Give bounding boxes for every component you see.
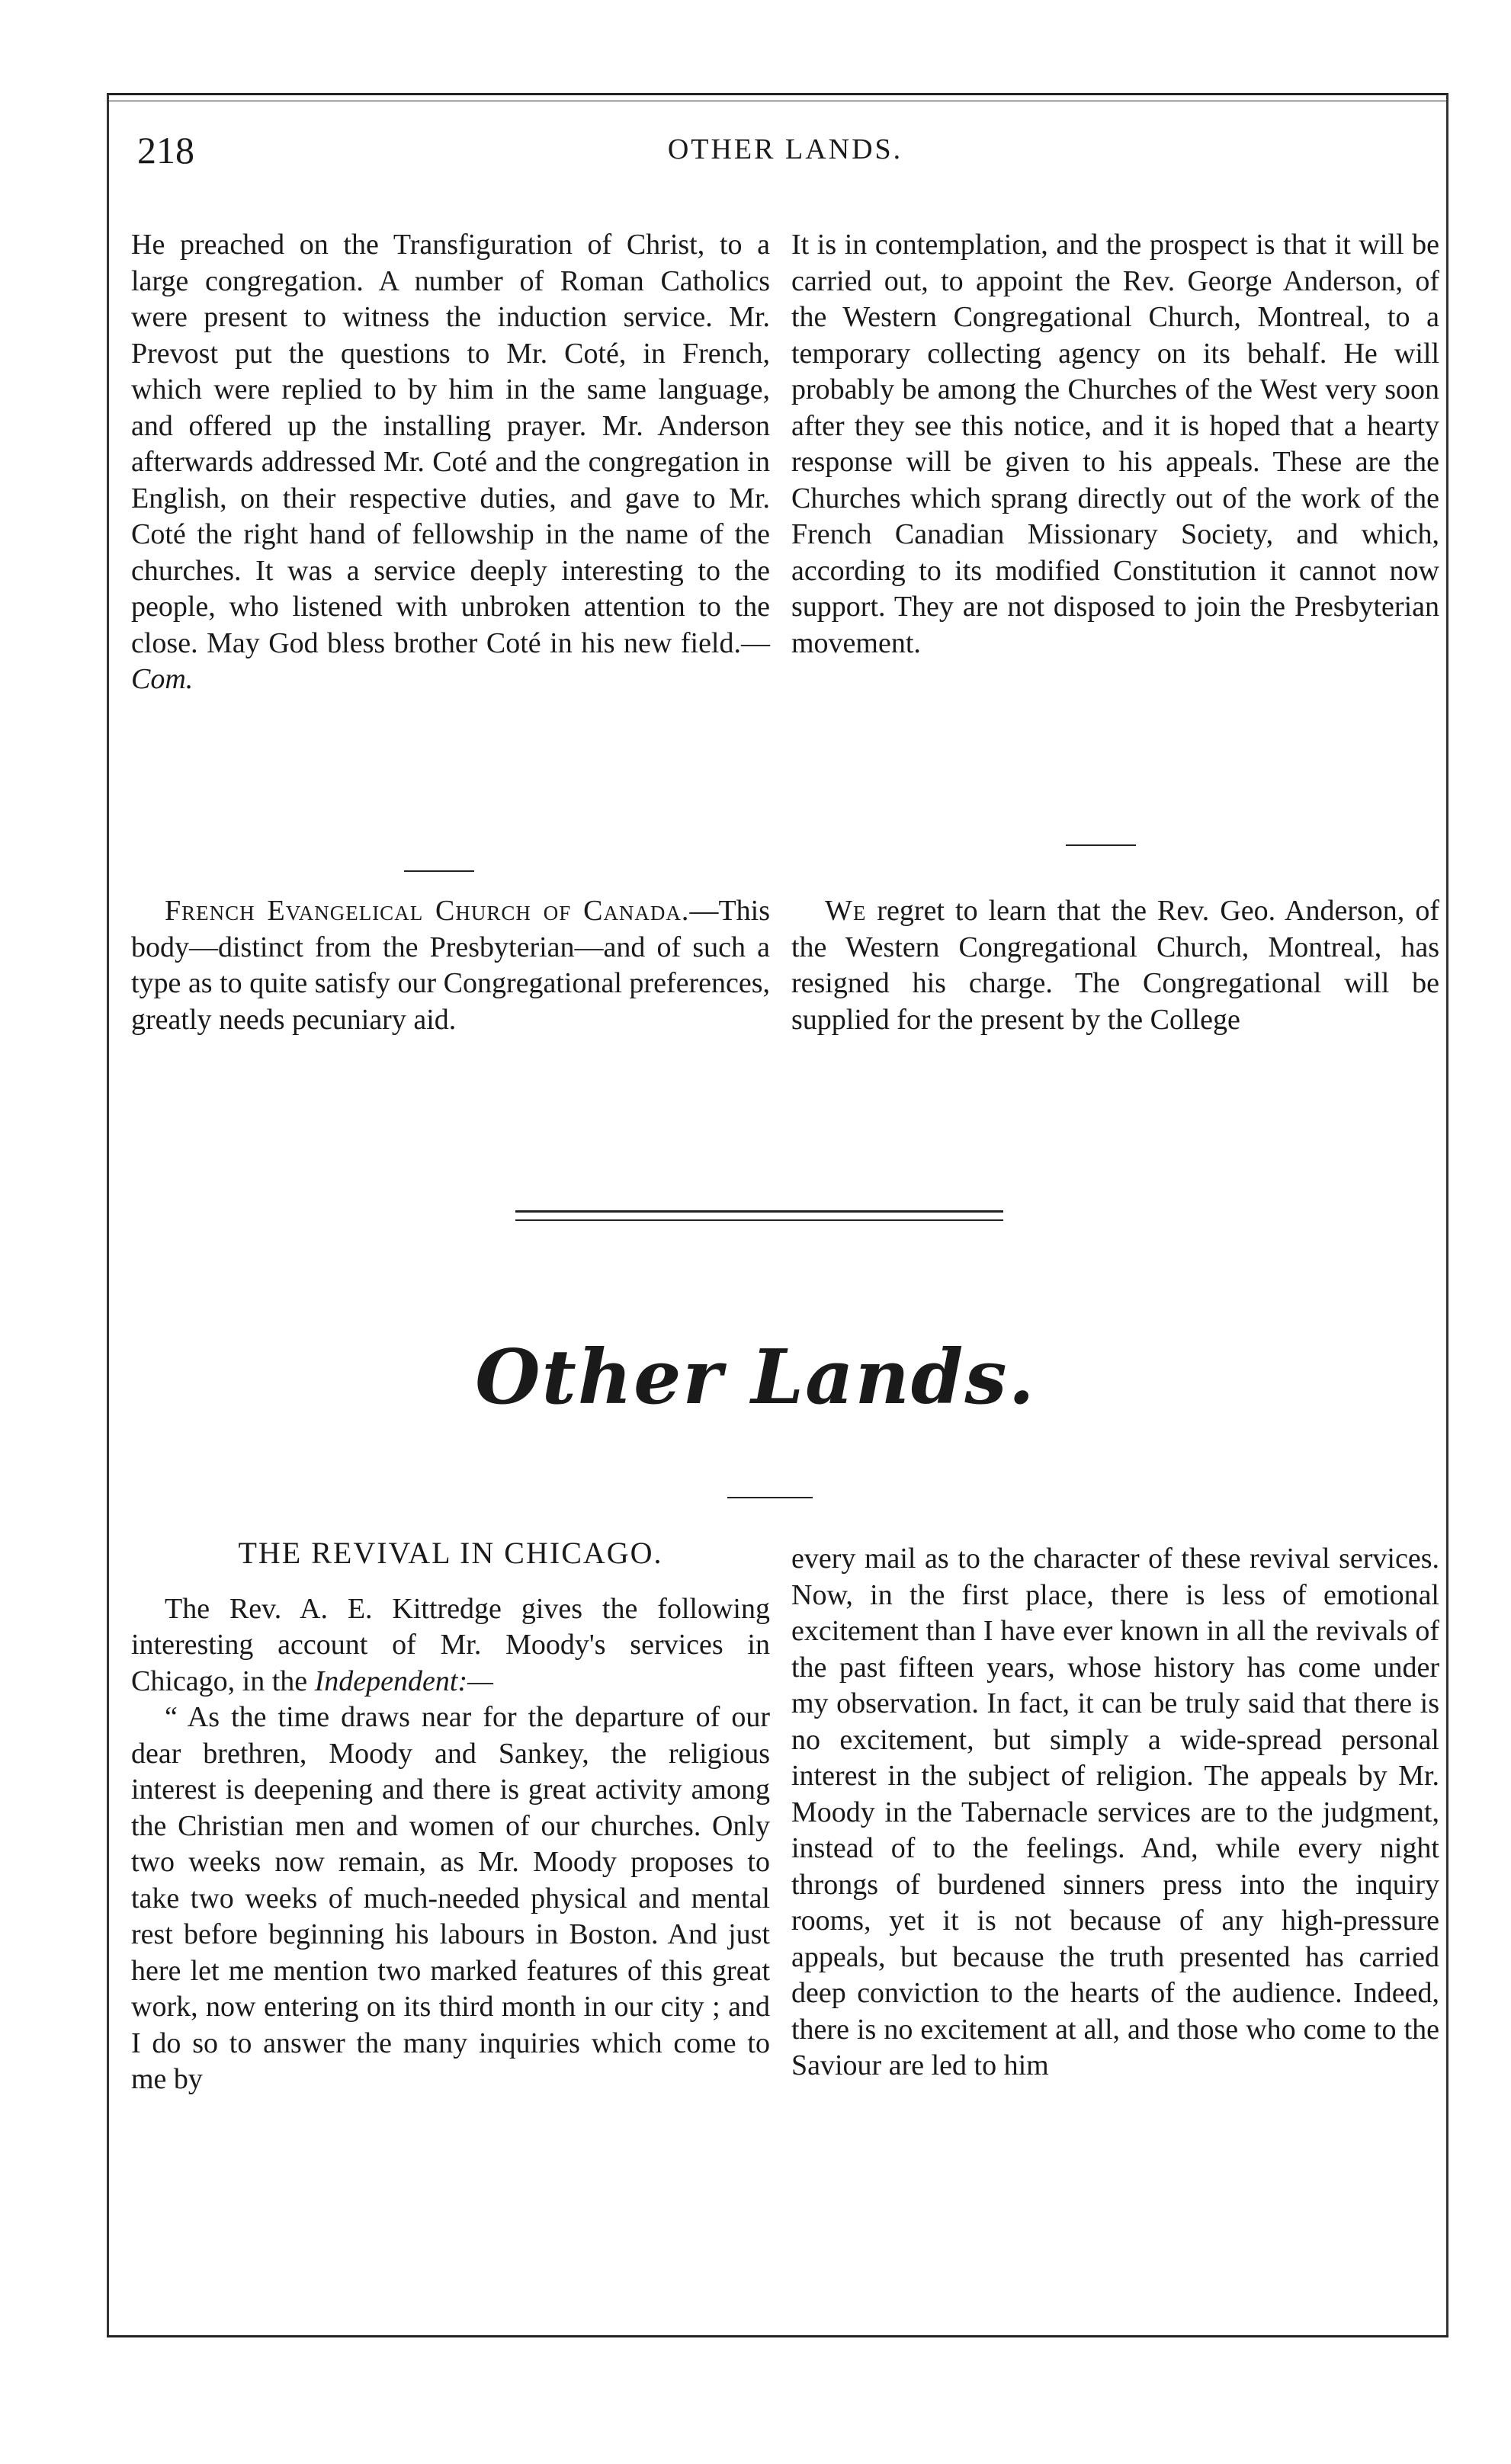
- page-number: 218: [137, 129, 194, 171]
- right-separator: [1066, 844, 1136, 846]
- intro-text: The Rev. A. E. Kittredge gives the following interesting account of Mr. Moody's services in Chicago, in the: [131, 1592, 770, 1697]
- resignation-lead: We: [825, 895, 867, 927]
- induction-text: He preached on the Transfiguration of Christ, to a large congregation. A number of Roman Catholics were present to witness the induction service. Mr. Prevost put the questions to Mr. Coté, in French, which were replied to by him in the same language, and offered up the installing prayer. Mr. Anderson afterwards addressed Mr. Coté and the congregation in English, on their respective duties, and gave to Mr. Coté the right hand of fellowship in the name of the churches. It was a service deeply interesting to the people, who listened with unbroken attention to the close. May God bless brother Coté in his new field.—: [131, 229, 770, 659]
- top-border-rule: [107, 93, 1448, 95]
- right-margin-rule: [1446, 95, 1448, 2335]
- article-quote-paragraph: “ As the time draws near for the departure of our dear brethren, Moody and Sankey, the religious interest is deepening and there is great activity among the Christian men and women of our churches. Only two weeks now remain, as Mr. Moody proposes to take two weeks of much-needed physical and mental rest before beginning his labours in Boston. And just here let me mention two marked features of this great work, now entering on its third month in our city ; and I do so to answer the many inquiries which come to me by: [131, 1701, 770, 2095]
- section-double-rule-bottom: [515, 1219, 1003, 1221]
- running-head: OTHER LANDS.: [667, 133, 903, 165]
- second-left-column: [131, 893, 770, 1038]
- article-left-column: [131, 1535, 770, 2098]
- left-margin-rule: [107, 95, 109, 2335]
- french-church-paragraph: [131, 893, 770, 1038]
- section-title: Other Lands.: [475, 1334, 1036, 1421]
- article-intro-paragraph: [131, 1591, 770, 1700]
- article-right-column: [791, 1541, 1439, 2084]
- article-heading: THE REVIVAL IN CHICAGO.: [238, 1536, 663, 1570]
- resignation-text: regret to learn that the Rev. Geo. Anderson, of the Western Congregational Church, Montreal, has resigned his charge. The Congregational will be supplied for the present by the College: [791, 895, 1439, 1036]
- french-church-heading: French Evangelical Church of Canada.: [165, 895, 690, 927]
- intro-italic: Independent: [314, 1665, 458, 1697]
- title-underline: [727, 1497, 813, 1498]
- section-double-rule-top: [515, 1210, 1003, 1213]
- article-right-paragraph: every mail as to the character of these revival services. Now, in the first place, there is less of emotional excitement than I have ever known in all the revivals of the past fifteen years, whose history has come under my observation. In fact, it can be truly said that there is no excitement, but simply a wide-spread personal interest in the subject of religion. The appeals by Mr. Moody in the Tabernacle services are to the judgment, instead of to the feelings. And, while every night throngs of burdened sinners press into the inquiry rooms, yet it is not because of any high-pressure appeals, but because the truth presented has carried deep conviction to the hearts of the audience. Indeed, there is no excitement at all, and those who come to the Saviour are led to him: [791, 1543, 1439, 2081]
- induction-paragraph: [131, 227, 770, 698]
- page-header: [122, 128, 1448, 181]
- resignation-paragraph: [791, 893, 1439, 1038]
- french-church-text: —This body—distinct from the Presbyterian—and of such a type as to quite satisfy our Congregational preferences, greatly needs pecuniary aid.: [131, 895, 770, 1036]
- left-separator: [404, 870, 474, 872]
- bottom-border-rule: [107, 2335, 1448, 2337]
- top-left-column: [131, 227, 770, 698]
- collecting-agency-paragraph: It is in contemplation, and the prospect is that it will be carried out, to appoint the Rev. George Anderson, of the Western Congregational Church, Montreal, to a temporary collecting agency on its behalf. He will probably be among the Churches of the West very soon after they see this notice, and it is hoped that a hearty response will be given to his appeals. These are the Churches which sprang directly out of the work of the French Canadian Missionary Society, and which, according to its modified Constitution it cannot now support. They are not disposed to join the Presbyterian movement.: [791, 229, 1439, 659]
- signature: Com.: [131, 663, 194, 695]
- intro-end: :—: [457, 1665, 493, 1697]
- top-right-column: [791, 227, 1439, 662]
- second-right-column: [791, 893, 1439, 1038]
